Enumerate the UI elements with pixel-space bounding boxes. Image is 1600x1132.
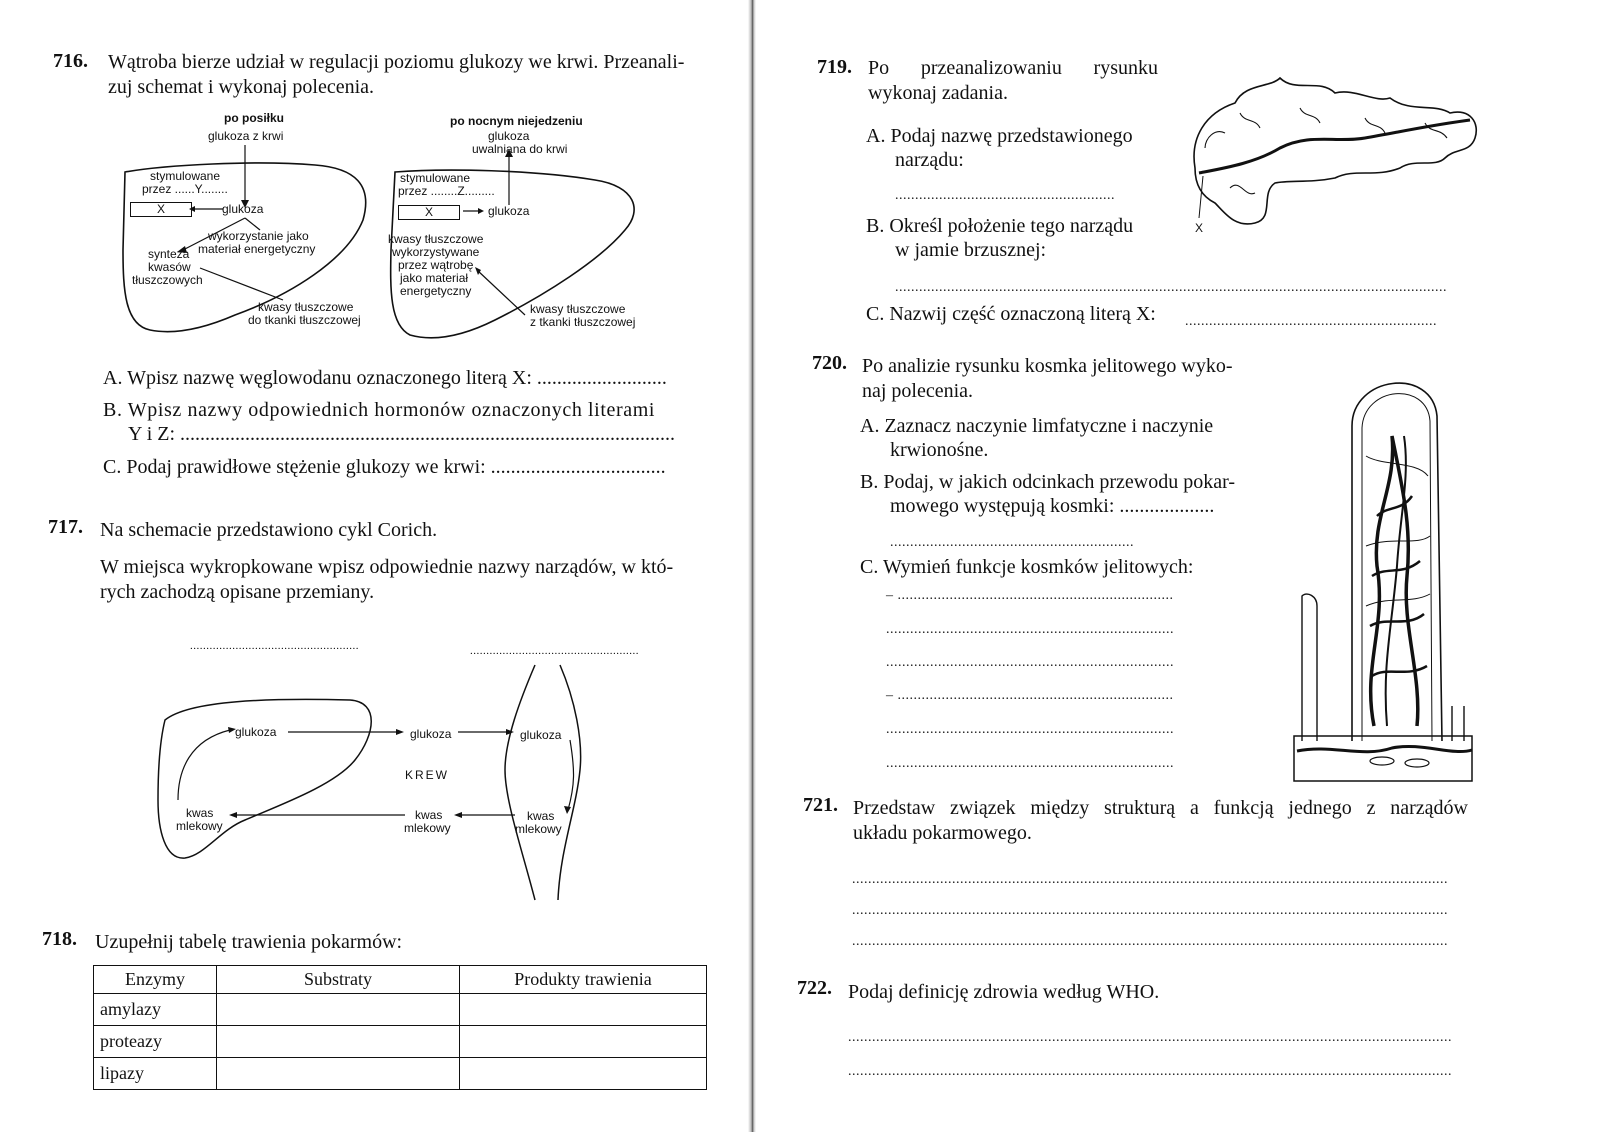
table-cell-empty[interactable] bbox=[217, 1058, 460, 1090]
cori-kwas-muscle-2: mlekowy bbox=[515, 822, 562, 836]
question-719-c: C. Nazwij część oznaczoną literą X: bbox=[866, 303, 1156, 325]
cori-kwas-blood-1: kwas bbox=[415, 808, 443, 822]
diagram1-use-2: materiał energetyczny bbox=[198, 242, 316, 256]
cori-cycle-diagram bbox=[150, 660, 600, 905]
cori-glukoza-muscle: glukoza bbox=[520, 728, 562, 742]
question-717-number: 717. bbox=[48, 516, 83, 538]
question-716-a: A. Wpisz nazwę węglowodanu oznaczonego literą X: .......................... bbox=[103, 367, 667, 389]
question-720-b-1: B. Podaj, w jakich odcinkach przewodu pokar- bbox=[860, 471, 1236, 493]
question-719-b-2: w jamie brzusznej: bbox=[895, 239, 1047, 261]
question-721-line-3[interactable]: ..................................................................................................................................................... bbox=[852, 934, 1448, 949]
cori-kwas-liver-2: mlekowy bbox=[176, 819, 223, 833]
question-719-b-dots[interactable]: .......................................................................................................................................... bbox=[895, 280, 1447, 295]
diagram2-stim-2: przez ........Z......... bbox=[398, 184, 495, 198]
book-spine bbox=[748, 0, 756, 1132]
question-721-line-1[interactable]: ..................................................................................................................................................... bbox=[852, 872, 1448, 887]
question-717-instruction: W miejsca wykropkowane wpisz odpowiednie nazwy narządów, w któ- rych zachodzą opisane przemiany. bbox=[100, 556, 674, 603]
table-cell-empty[interactable] bbox=[460, 1026, 707, 1058]
question-717-text: Na schemacie przedstawiono cykl Corich. bbox=[100, 519, 438, 541]
table-cell-empty[interactable] bbox=[460, 1058, 707, 1090]
table-cell-enzyme: amylazy bbox=[94, 994, 217, 1026]
diagram1-syn-3: tłuszczowych bbox=[132, 273, 203, 287]
diagram1-top-label: glukoza z krwi bbox=[208, 129, 284, 143]
diagram2-f-4: jako materiał bbox=[400, 271, 469, 285]
diagram2-f-1: kwasy tłuszczowe bbox=[388, 232, 484, 246]
diagram2-title: po nocnym niejedzeniu bbox=[450, 114, 583, 128]
question-719-text: Po przeanalizowaniu rysunku wykonaj zadania. bbox=[868, 57, 1158, 104]
diagram2-fat-1: kwasy tłuszczowe bbox=[530, 302, 626, 316]
question-720-number: 720. bbox=[812, 352, 847, 374]
question-716-b-2: Y i Z: ................................................................................................... bbox=[128, 423, 676, 445]
table-cell-empty[interactable] bbox=[217, 1026, 460, 1058]
cori-kwas-muscle-1: kwas bbox=[527, 809, 555, 823]
diagram1-fat-1: kwasy tłuszczowe bbox=[258, 300, 354, 314]
pancreas-x-label: X bbox=[1195, 221, 1204, 235]
diagram2-stim-1: stymulowane bbox=[400, 171, 471, 185]
diagram2-f-5: energetyczny bbox=[400, 284, 472, 298]
table-cell-enzyme: lipazy bbox=[94, 1058, 217, 1090]
question-720-a-2: krwionośne. bbox=[890, 439, 989, 461]
question-718-text: Uzupełnij tabelę trawienia pokarmów: bbox=[95, 931, 403, 953]
question-720-c-line-2[interactable]: ........................................................................ bbox=[886, 622, 1174, 637]
cori-glukoza-liver: glukoza bbox=[235, 725, 277, 739]
table-row bbox=[94, 994, 707, 1026]
diagram2-glukoza: glukoza bbox=[488, 204, 530, 218]
diagram1-fat-2: do tkanki tłuszczowej bbox=[248, 313, 361, 327]
question-719-a-dots[interactable]: ....................................................... bbox=[895, 188, 1115, 203]
question-720-text: Po analizie rysunku kosmka jelitowego wyko- naj polecenia. bbox=[862, 355, 1233, 402]
diagram2-f-2: wykorzystywane bbox=[392, 245, 480, 259]
diagram2-fat-2: z tkanki tłuszczowej bbox=[530, 315, 636, 329]
table-header: Enzymy bbox=[94, 966, 217, 994]
question-722-text: Podaj definicję zdrowia według WHO. bbox=[848, 981, 1160, 1003]
diagram1-title: po posiłku bbox=[224, 111, 284, 125]
table-header: Substraty bbox=[217, 966, 460, 994]
question-720-c-line-5[interactable]: ........................................................................ bbox=[886, 722, 1174, 737]
diagram1-stim-1: stymulowane bbox=[150, 169, 221, 183]
diagram2-f-3: przez wątrobę bbox=[398, 258, 474, 272]
question-717-blank-1[interactable]: .................................................... bbox=[190, 640, 359, 652]
question-722-line-1[interactable]: ....................................................................................................................................................... bbox=[848, 1030, 1452, 1045]
question-721-line-2[interactable]: ..................................................................................................................................................... bbox=[852, 903, 1448, 918]
question-722-number: 722. bbox=[797, 977, 832, 999]
table-cell-empty[interactable] bbox=[217, 994, 460, 1026]
question-721-text: Przedstaw związek między strukturą a funkcją jednego z narządów układu pokarmowego. bbox=[853, 797, 1468, 844]
question-720-c-line-4[interactable]: – ..................................................................... bbox=[886, 688, 1174, 703]
diagram1-syn-2: kwasów bbox=[148, 260, 191, 274]
cori-kwas-liver-1: kwas bbox=[186, 806, 214, 820]
cori-krew-label: KREW bbox=[405, 768, 449, 782]
question-719-a-2: narządu: bbox=[895, 149, 964, 171]
diagram2-box-x: X bbox=[398, 205, 460, 220]
digestion-table bbox=[93, 965, 707, 1090]
question-720-c-line-1[interactable]: – ..................................................................... bbox=[886, 588, 1174, 603]
question-720-c-line-3[interactable]: ........................................................................ bbox=[886, 655, 1174, 670]
question-722-line-2[interactable]: ....................................................................................................................................................... bbox=[848, 1064, 1452, 1079]
table-row bbox=[94, 1058, 707, 1090]
diagram2-top-2: uwalniana do krwi bbox=[472, 142, 568, 156]
question-716-c: C. Podaj prawidłowe stężenie glukozy we krwi: ................................... bbox=[103, 456, 666, 478]
diagram1-syn-1: synteza bbox=[148, 247, 190, 261]
question-717-blank-2[interactable]: .................................................... bbox=[470, 645, 639, 657]
question-719-number: 719. bbox=[817, 56, 852, 78]
table-row bbox=[94, 1026, 707, 1058]
diagram1-box-x: X bbox=[130, 202, 192, 217]
question-719-a-1: A. Podaj nazwę przedstawionego bbox=[866, 125, 1133, 147]
diagram1-stim-2: przez ......Y........ bbox=[142, 182, 228, 196]
question-718-number: 718. bbox=[42, 928, 77, 950]
cori-kwas-blood-2: mlekowy bbox=[404, 821, 451, 835]
cori-glukoza-blood: glukoza bbox=[410, 727, 452, 741]
diagram2-top-1: glukoza bbox=[488, 129, 530, 143]
table-header: Produkty trawienia bbox=[460, 966, 707, 994]
question-716-text: Wątroba bierze udział w regulacji poziomu glukozy we krwi. Przeanali- zuj schemat i wykonaj polecenia. bbox=[108, 51, 685, 98]
table-cell-empty[interactable] bbox=[460, 994, 707, 1026]
question-720-b-dots[interactable]: ............................................................. bbox=[890, 535, 1134, 550]
question-720-c: C. Wymień funkcje kosmków jelitowych: bbox=[860, 556, 1194, 578]
intestinal-villus-drawing bbox=[1292, 366, 1477, 786]
question-720-a-1: A. Zaznacz naczynie limfatyczne i naczynie bbox=[860, 415, 1214, 437]
question-720-c-line-6[interactable]: ........................................................................ bbox=[886, 756, 1174, 771]
question-721-number: 721. bbox=[803, 794, 838, 816]
pancreas-drawing bbox=[1185, 68, 1485, 238]
question-716-number: 716. bbox=[53, 50, 88, 72]
diagram1-use-1: wykorzystanie jako bbox=[208, 229, 309, 243]
question-719-b-1: B. Określ położenie tego narządu bbox=[866, 215, 1134, 237]
table-cell-enzyme: proteazy bbox=[94, 1026, 217, 1058]
diagram1-glukoza: glukoza bbox=[222, 202, 264, 216]
question-716-b-1: B. Wpisz nazwy odpowiednich hormonów oznaczonych literami bbox=[103, 399, 656, 421]
question-719-c-dots[interactable]: ............................................................... bbox=[1185, 314, 1437, 329]
question-720-b-2: mowego występują kosmki: ................... bbox=[890, 495, 1215, 517]
